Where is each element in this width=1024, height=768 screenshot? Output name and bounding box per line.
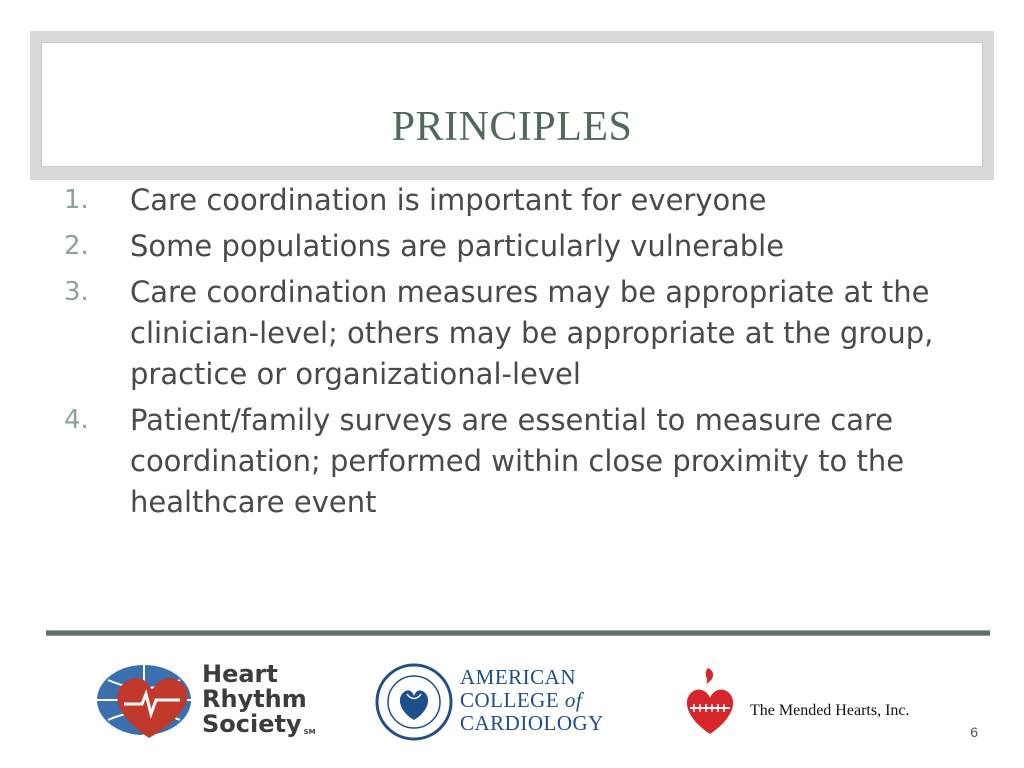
slide-title: PRINCIPLES	[391, 104, 633, 150]
list-text: Care coordination measures may be appropriate at the clinician-level; others may be appropriate at the group, practice or organizational-level	[130, 275, 934, 391]
hrs-word-heart: Heart	[202, 660, 278, 688]
acc-seal-icon	[374, 662, 454, 742]
acc-word-college: COLLEGE	[460, 688, 565, 712]
acc-logo	[374, 662, 634, 742]
list-number: 4.	[64, 405, 89, 435]
acc-word-cardiology: CARDIOLOGY	[460, 711, 604, 735]
list-text: Patient/family surveys are essential to measure care coordination; performed within close proximity to the healthcare event	[130, 403, 905, 519]
hrs-logo	[94, 660, 316, 742]
mended-hearts-logo	[680, 664, 950, 738]
list-item	[50, 272, 980, 395]
hrs-sm-mark: SM	[303, 728, 316, 736]
list-text: Some populations are particularly vulnerable	[130, 229, 785, 263]
title-panel	[41, 42, 983, 167]
acc-word-of: of	[564, 688, 583, 712]
page-number: 6	[970, 724, 978, 740]
acc-word-american: AMERICAN	[460, 665, 577, 689]
list-number: 1.	[64, 185, 89, 215]
list-text: Care coordination is important for everyone	[130, 183, 767, 217]
hrs-word-society: Society	[202, 710, 302, 738]
hrs-word-rhythm: Rhythm	[202, 685, 307, 713]
title-frame	[30, 31, 994, 180]
list-item	[50, 400, 980, 523]
mended-hearts-name: The Mended Hearts, Inc.	[750, 702, 910, 719]
mended-heart-icon	[680, 664, 740, 738]
list-item	[50, 180, 980, 221]
principles-list	[50, 180, 980, 528]
divider	[46, 630, 990, 636]
list-item	[50, 226, 980, 267]
list-number: 2.	[64, 231, 89, 261]
list-number: 3.	[64, 277, 89, 307]
